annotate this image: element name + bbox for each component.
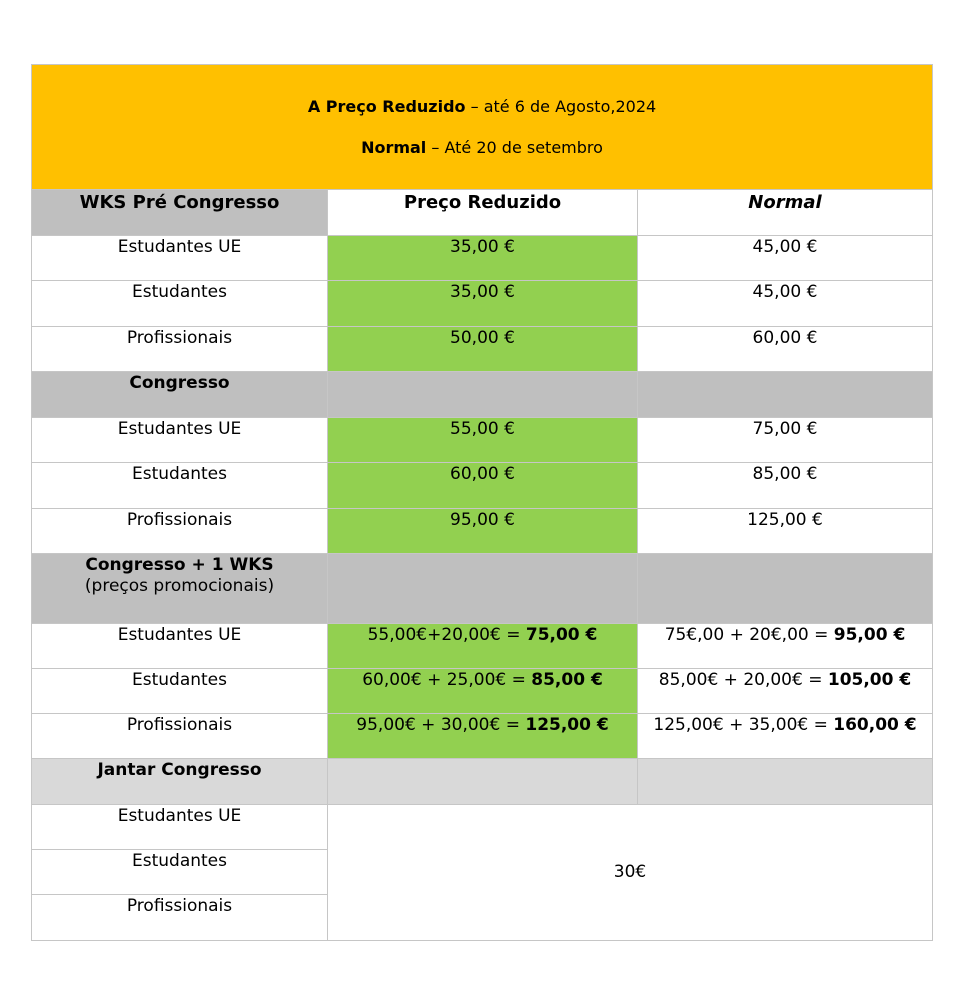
row-label: Profissionais (32, 509, 328, 554)
section-empty-cell (638, 759, 933, 805)
table-row (32, 236, 933, 281)
jantar-price-value: 30€ (613, 862, 647, 882)
reduced-price (328, 669, 638, 714)
table-row (32, 281, 933, 327)
reduced-price (328, 624, 638, 669)
banner-reduced-date: – até 6 de Agosto,2024 (465, 96, 657, 116)
row-label: Estudantes UE (32, 805, 328, 850)
price-calc: 125,00€ + 35,00€ = (653, 715, 834, 735)
section-title-text: Congresso + 1 WKS (85, 555, 274, 575)
section-empty-cell (328, 759, 638, 805)
header-reduced: Preço Reduzido (328, 190, 638, 236)
table-row (32, 669, 933, 714)
row-label: Estudantes (32, 669, 328, 714)
price-total: 125,00 € (525, 715, 609, 735)
price-total: 105,00 € (827, 670, 912, 690)
price-total: 85,00 € (531, 670, 603, 690)
table-row (32, 624, 933, 669)
normal-price: 45,00 € (638, 281, 933, 327)
section-empty-cell (328, 372, 638, 418)
row-label: Estudantes UE (32, 236, 328, 281)
header-row (32, 190, 933, 236)
row-label: Estudantes (32, 463, 328, 509)
normal-price: 45,00 € (638, 236, 933, 281)
normal-price: 125,00 € (638, 509, 933, 554)
price-calc: 75€,00 + 20€,00 = (664, 625, 834, 645)
table-row (32, 463, 933, 509)
table-row (32, 509, 933, 554)
table-row (32, 418, 933, 463)
banner-normal-date: – Até 20 de setembro (426, 137, 603, 157)
section-header-congresso (32, 372, 933, 418)
table-row (32, 805, 933, 850)
header-normal: Normal (638, 190, 933, 236)
reduced-price: 35,00 € (328, 281, 638, 327)
row-label: Profissionais (32, 895, 328, 941)
normal-price: 85,00 € (638, 463, 933, 509)
table-row (32, 714, 933, 759)
jantar-price (328, 805, 933, 941)
section-header-congresso-wks (32, 554, 933, 624)
banner-line-normal (32, 138, 932, 158)
normal-price (638, 624, 933, 669)
section-empty-cell (638, 372, 933, 418)
reduced-price: 35,00 € (328, 236, 638, 281)
price-table (31, 64, 933, 941)
reduced-price: 60,00 € (328, 463, 638, 509)
row-label: Estudantes UE (32, 418, 328, 463)
row-label: Profissionais (32, 327, 328, 372)
banner-reduced-label: A Preço Reduzido (307, 96, 466, 116)
price-calc: 55,00€+20,00€ = (367, 625, 526, 645)
price-total: 75,00 € (525, 625, 598, 645)
normal-price: 60,00 € (638, 327, 933, 372)
price-calc: 95,00€ + 30,00€ = (356, 715, 526, 735)
normal-price: 75,00 € (638, 418, 933, 463)
section-title (32, 554, 328, 624)
row-label: Profissionais (32, 714, 328, 759)
banner-line-reduced (32, 97, 932, 117)
banner-normal-label: Normal (361, 137, 427, 157)
header-wks-pre: WKS Pré Congresso (32, 190, 328, 236)
reduced-price (328, 714, 638, 759)
normal-price (638, 669, 933, 714)
price-calc: 85,00€ + 20,00€ = (658, 670, 828, 690)
row-label: Estudantes (32, 281, 328, 327)
row-label: Estudantes UE (32, 624, 328, 669)
price-total: 95,00 € (833, 625, 906, 645)
banner-row (32, 65, 933, 190)
section-empty-cell (328, 554, 638, 624)
section-title: Jantar Congresso (32, 759, 328, 805)
row-label: Estudantes (32, 850, 328, 895)
section-subtitle: (preços promocionais) (84, 576, 275, 596)
section-header-jantar (32, 759, 933, 805)
price-total: 160,00 € (833, 715, 917, 735)
normal-price (638, 714, 933, 759)
reduced-price: 50,00 € (328, 327, 638, 372)
table-row (32, 327, 933, 372)
reduced-price: 55,00 € (328, 418, 638, 463)
reduced-price: 95,00 € (328, 509, 638, 554)
section-title: Congresso (32, 372, 328, 418)
price-calc: 60,00€ + 25,00€ = (362, 670, 532, 690)
section-empty-cell (638, 554, 933, 624)
banner (32, 65, 933, 190)
